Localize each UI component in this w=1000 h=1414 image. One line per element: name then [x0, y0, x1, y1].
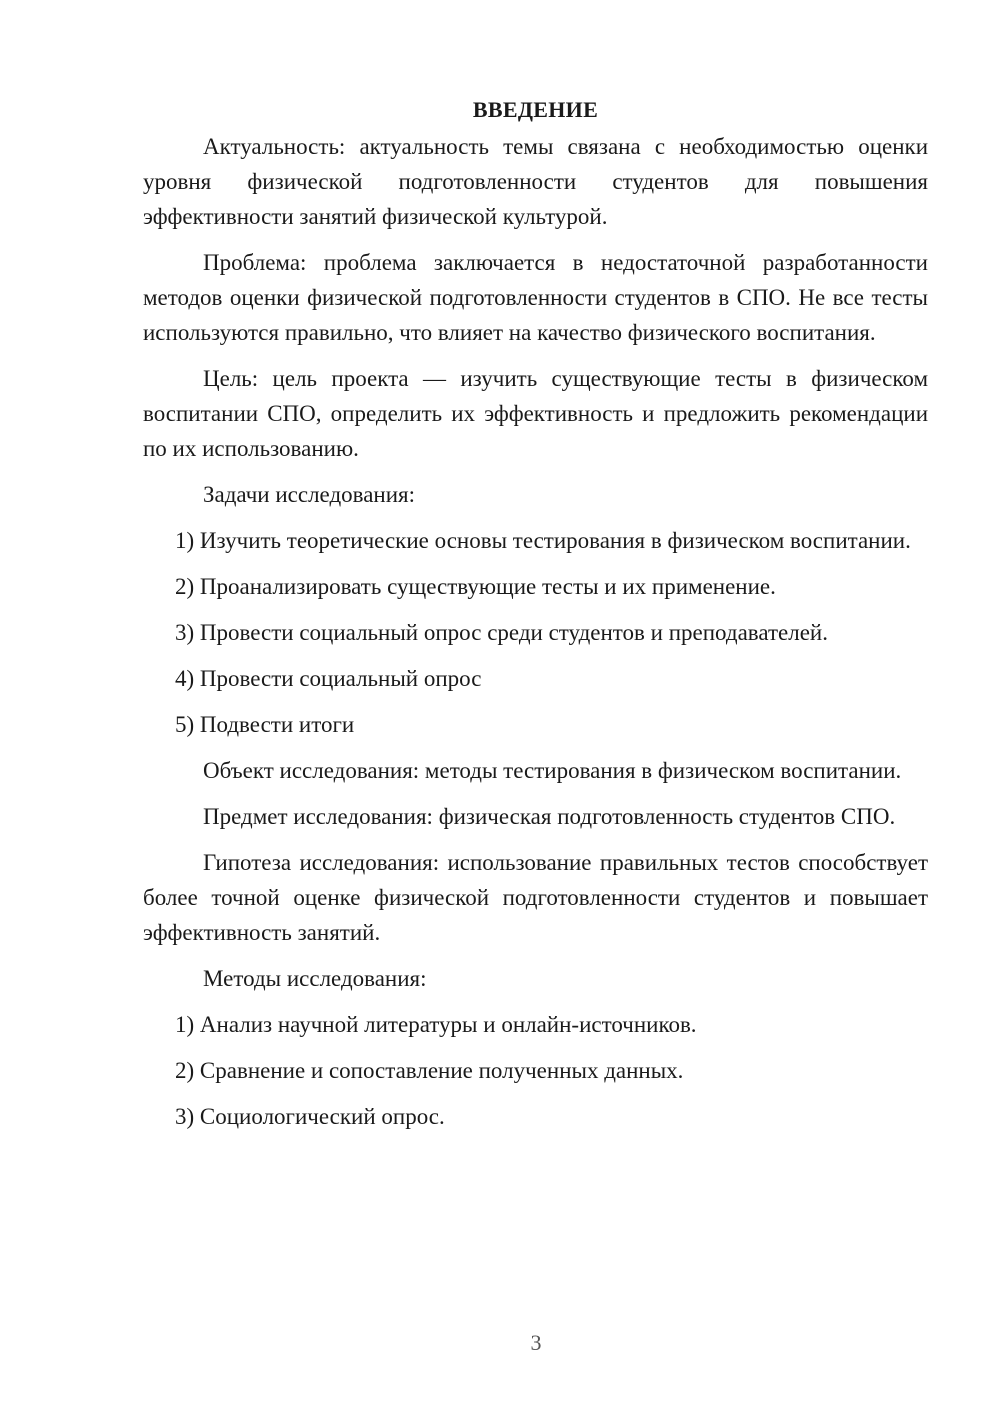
page-content: [143, 92, 928, 1145]
method-item: 2) Сравнение и сопоставление полученных данных.: [175, 1058, 684, 1083]
task-item: 5) Подвести итоги: [175, 712, 355, 737]
page-title: ВВЕДЕНИЕ: [472, 97, 599, 122]
object-paragraph: Объект исследования: методы тестирования в физическом воспитании.: [203, 758, 902, 783]
method-item: 3) Социологический опрос.: [175, 1104, 445, 1129]
task-item: 2) Проанализировать существующие тесты и их применение.: [175, 574, 776, 599]
task-item: 3) Провести социальный опрос среди студентов и преподавателей.: [175, 620, 828, 645]
task-item: 4) Провести социальный опрос: [175, 666, 482, 691]
problem-paragraph: Проблема: проблема заключается в недостаточной разработанности методов оценки физической подготовленности студентов в СПО. Не все тесты используются правильно, что влияет на качество физического воспитания.: [143, 250, 928, 345]
task-item: 1) Изучить теоретические основы тестирования в физическом воспитании.: [175, 528, 911, 553]
relevance-paragraph: Актуальность: актуальность темы связана с необходимостью оценки уровня физической подготовленности студентов для повышения эффективности занятий физической культурой.: [143, 134, 928, 229]
method-item: 1) Анализ научной литературы и онлайн-источников.: [175, 1012, 697, 1037]
goal-paragraph: Цель: цель проекта — изучить существующие тесты в физическом воспитании СПО, определить их эффективность и предложить рекомендации по их использованию.: [143, 366, 928, 461]
hypothesis-paragraph: Гипотеза исследования: использование правильных тестов способствует более точной оценке физической подготовленности студентов и повышает эффективность занятий.: [143, 850, 928, 945]
page-number: 3: [530, 1330, 542, 1355]
methods-heading: Методы исследования:: [203, 966, 427, 991]
subject-paragraph: Предмет исследования: физическая подготовленность студентов СПО.: [203, 804, 896, 829]
tasks-heading: Задачи исследования:: [203, 482, 416, 507]
